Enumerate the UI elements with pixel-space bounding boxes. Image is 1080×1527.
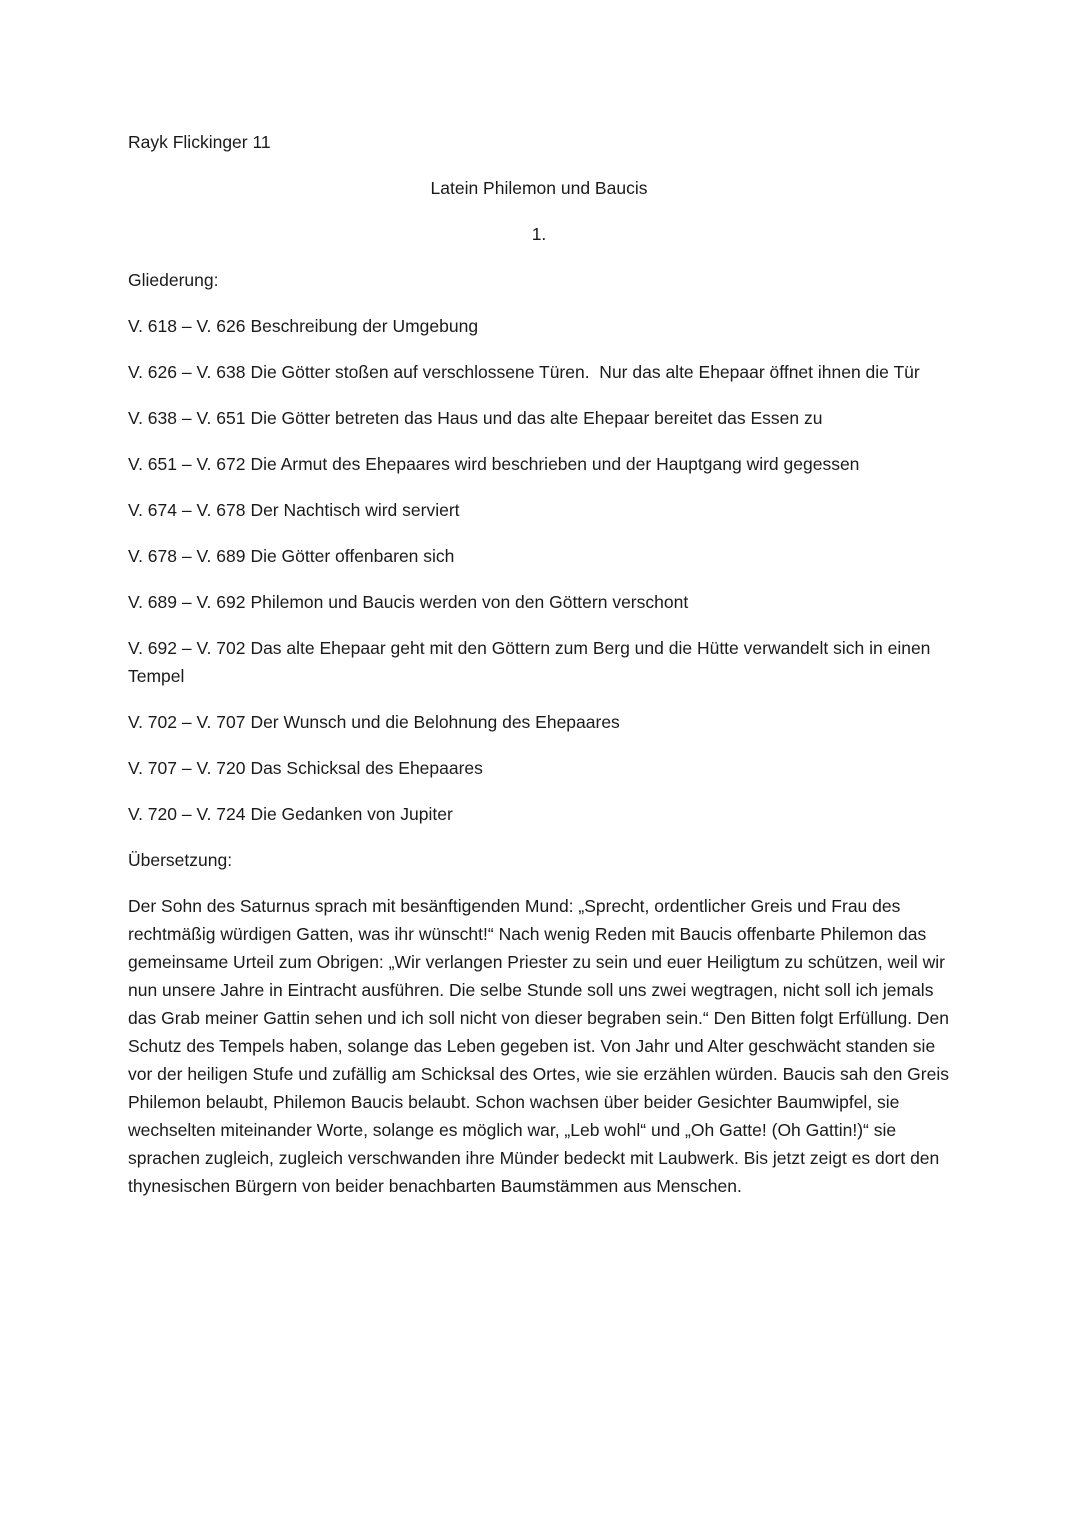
- translation-heading: Übersetzung:: [128, 850, 233, 870]
- outline-text: Die Götter stoßen auf verschlossene Türen. Nur das alte Ehepaar öffnet ihnen die Tür: [250, 362, 920, 382]
- verse-range: V. 707 – V. 720: [128, 758, 246, 778]
- verse-range: V. 618 – V. 626: [128, 316, 246, 336]
- verse-range: V. 651 – V. 672: [128, 454, 246, 474]
- outline-text: Das Schicksal des Ehepaares: [250, 758, 483, 778]
- outline-list: [128, 312, 958, 828]
- verse-range: V. 626 – V. 638: [128, 362, 246, 382]
- verse-range: V. 674 – V. 678: [128, 500, 246, 520]
- verse-range: V. 638 – V. 651: [128, 408, 246, 428]
- outline-text: Die Götter offenbaren sich: [250, 546, 455, 566]
- outline-heading: Gliederung:: [128, 270, 219, 290]
- outline-item: [128, 450, 958, 478]
- document-title: Latein Philemon und Baucis: [430, 178, 648, 198]
- outline-text: Das alte Ehepaar geht mit den Göttern zum Berg und die Hütte verwandelt sich in einen Tempel: [128, 638, 931, 686]
- outline-text: Die Götter betreten das Haus und das alte Ehepaar bereitet das Essen zu: [250, 408, 823, 428]
- outline-item: [128, 800, 958, 828]
- verse-range: V. 678 – V. 689: [128, 546, 246, 566]
- section-number: 1.: [531, 224, 547, 244]
- outline-item: [128, 634, 958, 690]
- outline-item: [128, 542, 958, 570]
- outline-text: Die Armut des Ehepaares wird beschrieben und der Hauptgang wird gegessen: [250, 454, 860, 474]
- outline-item: [128, 496, 958, 524]
- outline-text: Die Gedanken von Jupiter: [250, 804, 453, 824]
- verse-range: V. 720 – V. 724: [128, 804, 246, 824]
- outline-item: [128, 404, 958, 432]
- outline-item: [128, 708, 958, 736]
- outline-item: [128, 754, 958, 782]
- outline-text: Philemon und Baucis werden von den Göttern verschont: [250, 592, 689, 612]
- outline-text: Der Nachtisch wird serviert: [250, 500, 460, 520]
- translation-paragraph: Der Sohn des Saturnus sprach mit besänftigenden Mund: „Sprecht, ordentlicher Greis und Frau des rechtmäßig würdigen Gatten, was ihr wünscht!“ Nach wenig Reden mit Baucis offenbarte Philemon das gemeinsame Urteil zum Obrigen: „Wir verlangen Priester zu sein und euer Heiligtum zu schützen, weil wir nun unsere Jahre in Eintracht ausführen. Die selbe Stunde soll uns zwei wegtragen, nicht soll ich jemals das Grab meiner Gattin sehen und ich soll nicht von dieser begraben sein.“ Den Bitten folgt Erfüllung. Den Schutz des Tempels haben, solange das Leben gegeben ist. Von Jahr und Alter geschwächt standen sie vor der heiligen Stufe und zufällig am Schicksal des Ortes, wie sie erzählen würden. Baucis sah den Greis Philemon belaubt, Philemon Baucis belaubt. Schon wachsen über beider Gesichter Baumwipfel, sie wechselten miteinander Worte, solange es möglich war, „Leb wohl“ und „Oh Gatte! (Oh Gattin!)“ sie sprachen zugleich, zugleich verschwanden ihre Münder bedeckt mit Laubwerk. Bis jetzt zeigt es dort den thynesischen Bürgern von beider benachbarten Baumstämmen aus Menschen.: [128, 896, 950, 1196]
- verse-range: V. 702 – V. 707: [128, 712, 246, 732]
- outline-item: [128, 588, 958, 616]
- verse-range: V. 689 – V. 692: [128, 592, 246, 612]
- document-body: [128, 128, 958, 1200]
- outline-text: Der Wunsch und die Belohnung des Ehepaares: [250, 712, 620, 732]
- outline-item: [128, 312, 958, 340]
- outline-text: Beschreibung der Umgebung: [250, 316, 479, 336]
- verse-range: V. 692 – V. 702: [128, 638, 246, 658]
- author-line: Rayk Flickinger 11: [128, 132, 271, 152]
- outline-item: [128, 358, 958, 386]
